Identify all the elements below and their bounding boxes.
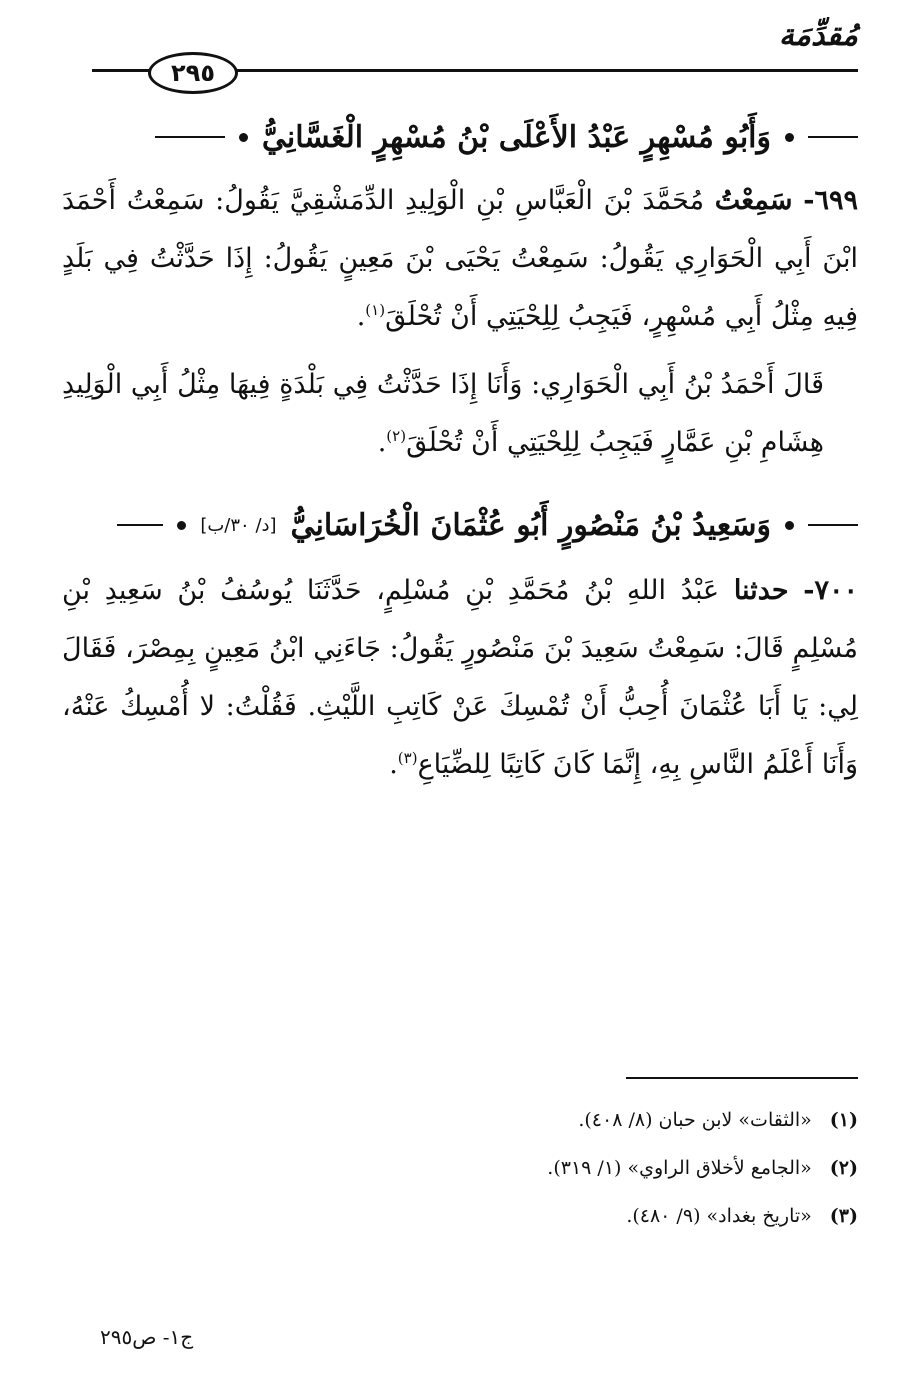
footnote-rule — [626, 1077, 858, 1079]
entry-699 — [62, 172, 858, 472]
section-heading-2 — [92, 503, 858, 547]
footnote-ref: (٣) — [397, 749, 418, 767]
volume-page-reference: ج١- ص٢٩٥ — [100, 1325, 194, 1349]
entry-699-paragraph-2 — [62, 356, 858, 472]
page-number-badge — [148, 52, 238, 94]
page-number: ٢٩٥ — [171, 59, 215, 87]
footnote-mark: (١) — [829, 1109, 858, 1131]
entry-text: عَبْدُ اللهِ بْنُ مُحَمَّدِ بْنِ مُسْلِمٍ، حَدَّثَنَا يُوسُفُ بْنُ سَعِيدِ بْنِ مُسْلِمٍ قَالَ: سَمِعْتُ سَعِيدَ بْنَ مَنْصُورٍ يَقُولُ: جَاءَنِي ابْنُ مَعِينٍ بِمِصْرَ، فَقَالَ لِي: يَا أَبَا عُثْمَانَ أُحِبُّ أَنْ تُمْسِكَ عَنْ كَاتِبِ اللَّيْثِ. فَقُلْتُ: لا أُمْسِكُ عَنْهُ، وَأَنَا أَعْلَمُ النَّاسِ بِهِ، إِنَّمَا كَانَ كَاتِبًا لِلضِّيَاعِ — [62, 575, 858, 780]
footnote-ref: (١) — [365, 301, 386, 319]
entry-lead-word: سَمِعْتُ — [714, 185, 793, 216]
heading-bullet — [785, 133, 794, 142]
entry-text: قَالَ أَحْمَدُ بْنُ أَبِي الْحَوَارِي: وَأَنَا إِذَا حَدَّثْتُ فِي بَلْدَةٍ فِيهَا مِثْلُ أَبِي الْوَلِيدِ هِشَامِ بْنِ عَمَّارٍ فَيَجِبُ لِلِحْيَتِي أَنْ تُحْلَقَ — [62, 369, 824, 458]
heading-bullet — [785, 521, 794, 530]
footnote-text: «الثقات» لابن حبان (٨/ ٤٠٨). — [578, 1109, 812, 1131]
entry-number: ٦٩٩- — [803, 185, 858, 216]
footnote-ref: (٢) — [386, 427, 407, 445]
entry-text: مُحَمَّدَ بْنَ الْعَبَّاسِ بْنِ الْوَلِيدِ الدِّمَشْقِيَّ يَقُولُ: سَمِعْتُ أَحْمَدَ ابْنَ أَبِي الْحَوَارِي يَقُولُ: سَمِعْتُ يَحْيَى بْنَ مَعِينٍ يَقُولُ: إِذَا حَدَّثْتُ فِي بَلَدٍ فِيهِ مِثْلُ أَبِي مُسْهِرٍ، فَيَجِبُ لِلِحْيَتِي أَنْ تُحْلَقَ — [62, 185, 858, 332]
section-heading-text: وَأَبُو مُسْهِرٍ عَبْدُ الأَعْلَى بْنُ مُسْهِرٍ الْغَسَّانِيُّ — [261, 119, 771, 155]
footnote-text: «الجامع لأخلاق الراوي» (١/ ٣١٩). — [547, 1157, 812, 1179]
footnote-mark: (٢) — [829, 1157, 858, 1179]
running-header-title: مُقدِّمَة — [778, 18, 858, 53]
heading-dash — [808, 136, 858, 138]
entry-number: ٧٠٠- — [803, 575, 858, 606]
manuscript-reference: [د/ ٣٠/ب] — [200, 514, 277, 536]
entry-lead-word: حدثنا — [733, 575, 789, 606]
footnote — [62, 1192, 858, 1240]
entry-700-paragraph — [62, 562, 858, 794]
heading-dash — [117, 524, 163, 526]
heading-dash — [808, 524, 858, 526]
footnote — [62, 1144, 858, 1192]
heading-bullet — [177, 521, 186, 530]
section-heading-1 — [92, 115, 858, 159]
heading-bullet — [239, 133, 248, 142]
heading-dash — [155, 136, 225, 138]
footnote-mark: (٣) — [829, 1205, 858, 1227]
entry-end: . — [389, 749, 398, 780]
footnotes — [62, 1096, 858, 1240]
footnote — [62, 1096, 858, 1144]
entry-end: . — [356, 301, 366, 332]
section-heading-text: وَسَعِيدُ بْنُ مَنْصُورٍ أَبُو عُثْمَانَ الْخُرَاسَانِيُّ — [290, 507, 771, 543]
entry-end: . — [377, 427, 387, 458]
entry-699-paragraph — [62, 172, 858, 346]
footnote-text: «تاريخ بغداد» (٩/ ٤٨٠). — [626, 1205, 812, 1227]
entry-700 — [62, 562, 858, 794]
